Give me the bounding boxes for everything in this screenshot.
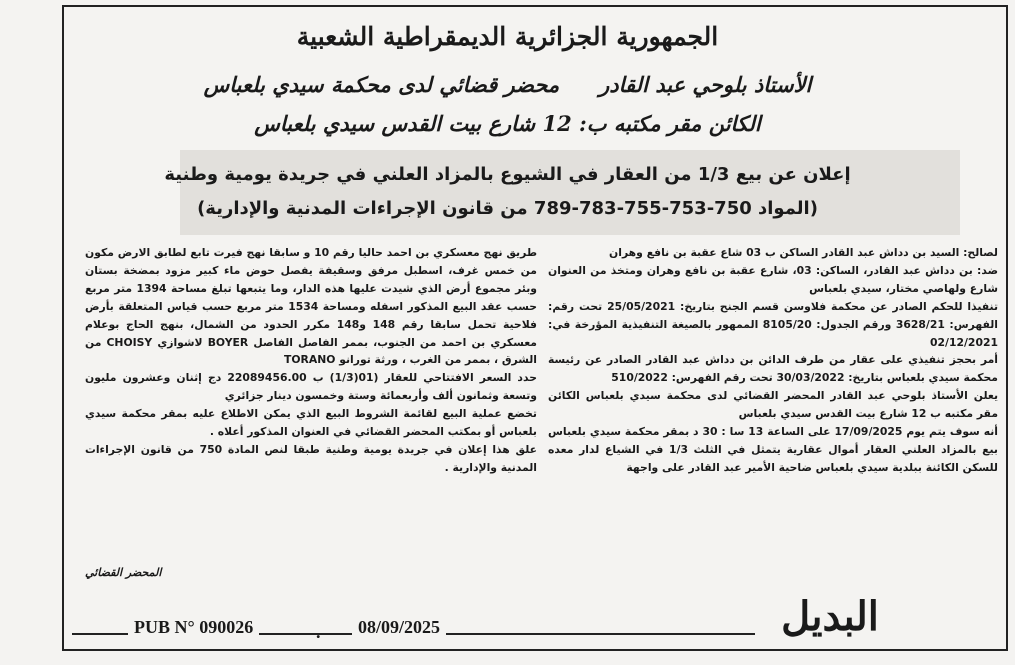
- paragraph-against: ضد: بن دداش عبد القادر، الساكن: 03، شارع عقبة بن نافع وهران ومتخذ من العنوان شارع ولهاصي مختار، سيدي بلعباس: [548, 263, 999, 295]
- paragraph-seizure-order: أمر بحجز تنفيذي على عقار من طرف الدائن بن دداش عبد القادر الصادر عن رئيسة محكمة سيدي بلعباس بتاريخ: 30/03/2022 تحت رقم الفهرس: 510/2022: [548, 353, 998, 385]
- bailiff-signature: المحضر القضائي: [85, 566, 162, 579]
- paragraph-sale-date: أنه سوف يتم يوم 17/09/2025 على الساعة 13 سا : 30 د بمقر محكمة سيدي بلعباس بيع بالمزاد العلني العقار أموال عقارية يتمثل في الثلث 1/3 في الشياع لدار معده للسكن الكائنة ببلدية سيدي بلعباس ضاحية الأمير عبد القادر على واجهة: [548, 425, 998, 474]
- paragraph-judgment: تنفيذا للحكم الصادر عن محكمة فلاوسن قسم الجنح بتاريخ: 25/05/2021 تحت رقم: الفهرس: 3628/21 ورقم الجدول: 8105/20 الممهور بالصيغة التنفيذية المؤرخة في: 02/12/2021: [548, 299, 998, 349]
- footer-separator: .: [316, 622, 321, 642]
- notice-right-column: [548, 244, 998, 477]
- paragraph-publication: علق هذا إعلان في جريدة يومية وطنية طبقا لنص المادة 750 من قانون الإجراءات المدنية والإدارية .: [85, 442, 537, 474]
- paragraph-property-description: طريق نهج معسكري بن احمد حاليا رقم 10 و سابقا نهج فيرت تابع لطابق الارض مكون من خمس غرف، اسطبل مرفق وسقيفة يفصل حوض ماء كبير مزود بمضخة بستان وبئر مجموع أرض الذي شيدت عليها هذه الدار، وما يتبعها تبلغ مساحة 1394 متر مربع حسب عقد البيع المذكور اسفله ومساحة 1534 متر مربع حسب قياس المتعلقة بأرض فلاحية تحمل سابقا رقم 148 و148 مكرر الحدود من الشمال، بنهج الحاج بوعلام معسكري بن احمد من الجنوب، بممر الفاصل الفاصل BOYER لاشوازي CHOISY من الشرق ، بممر من الغرب ، ورثة تورانو TORANO: [85, 246, 538, 367]
- pub-number: PUB N° 090026: [128, 617, 259, 638]
- replacement-label: البديل: [755, 594, 905, 640]
- bailiff-title: محضر قضائي لدى محكمة سيدي بلعباس: [203, 72, 560, 97]
- paragraph-opening-price: حدد السعر الافتتاحي للعقار (01(1/3) ب 22089456.00 دج إثنان وعشرون مليون وتسعة وثمانون ألف وأربعمائة وستة وخمسون دينار جزائري: [85, 371, 537, 403]
- office-address: الكائن مقر مكتبه ب: 12 شارع بيت القدس سيدي بلعباس: [254, 111, 761, 136]
- bailiff-heading: [0, 72, 1015, 97]
- paragraph-announcement: يعلن الأستاذ بلوحي عبد القادر المحضر القضائي لدى محكمة سيدي بلعباس الكائن مقر مكتبه ب 12 شارع بيت القدس سيدي بلعباس: [548, 389, 998, 421]
- notice-title: إعلان عن بيع 1/3 من العقار في الشيوع بالمزاد العلني في جريدة يومية وطنية: [164, 164, 851, 185]
- bailiff-name: الأستاذ بلوحي عبد القادر: [599, 72, 812, 97]
- paragraph-conditions: تخضع عملية البيع لقائمة الشروط البيع الذي يمكن الاطلاع عليه بمقر محكمة سيدي بلعباس أو بمكتب المحضر القضائي في العنوان المذكور أعلاه .: [85, 407, 537, 439]
- title-band: [180, 150, 960, 235]
- publication-date: 08/09/2025: [352, 617, 446, 638]
- notice-legal-articles: (المواد 750-753-755-783-789 من قانون الإجراءات المدنية والإدارية): [197, 198, 818, 219]
- republic-heading: الجمهورية الجزائرية الديمقراطية الشعبية: [296, 22, 719, 51]
- notice-left-column: [85, 244, 537, 477]
- paragraph-beneficiary: لصالح: السيد بن دداش عبد القادر الساكن ب 03 شاع عقبة بن نافع وهران: [609, 246, 998, 259]
